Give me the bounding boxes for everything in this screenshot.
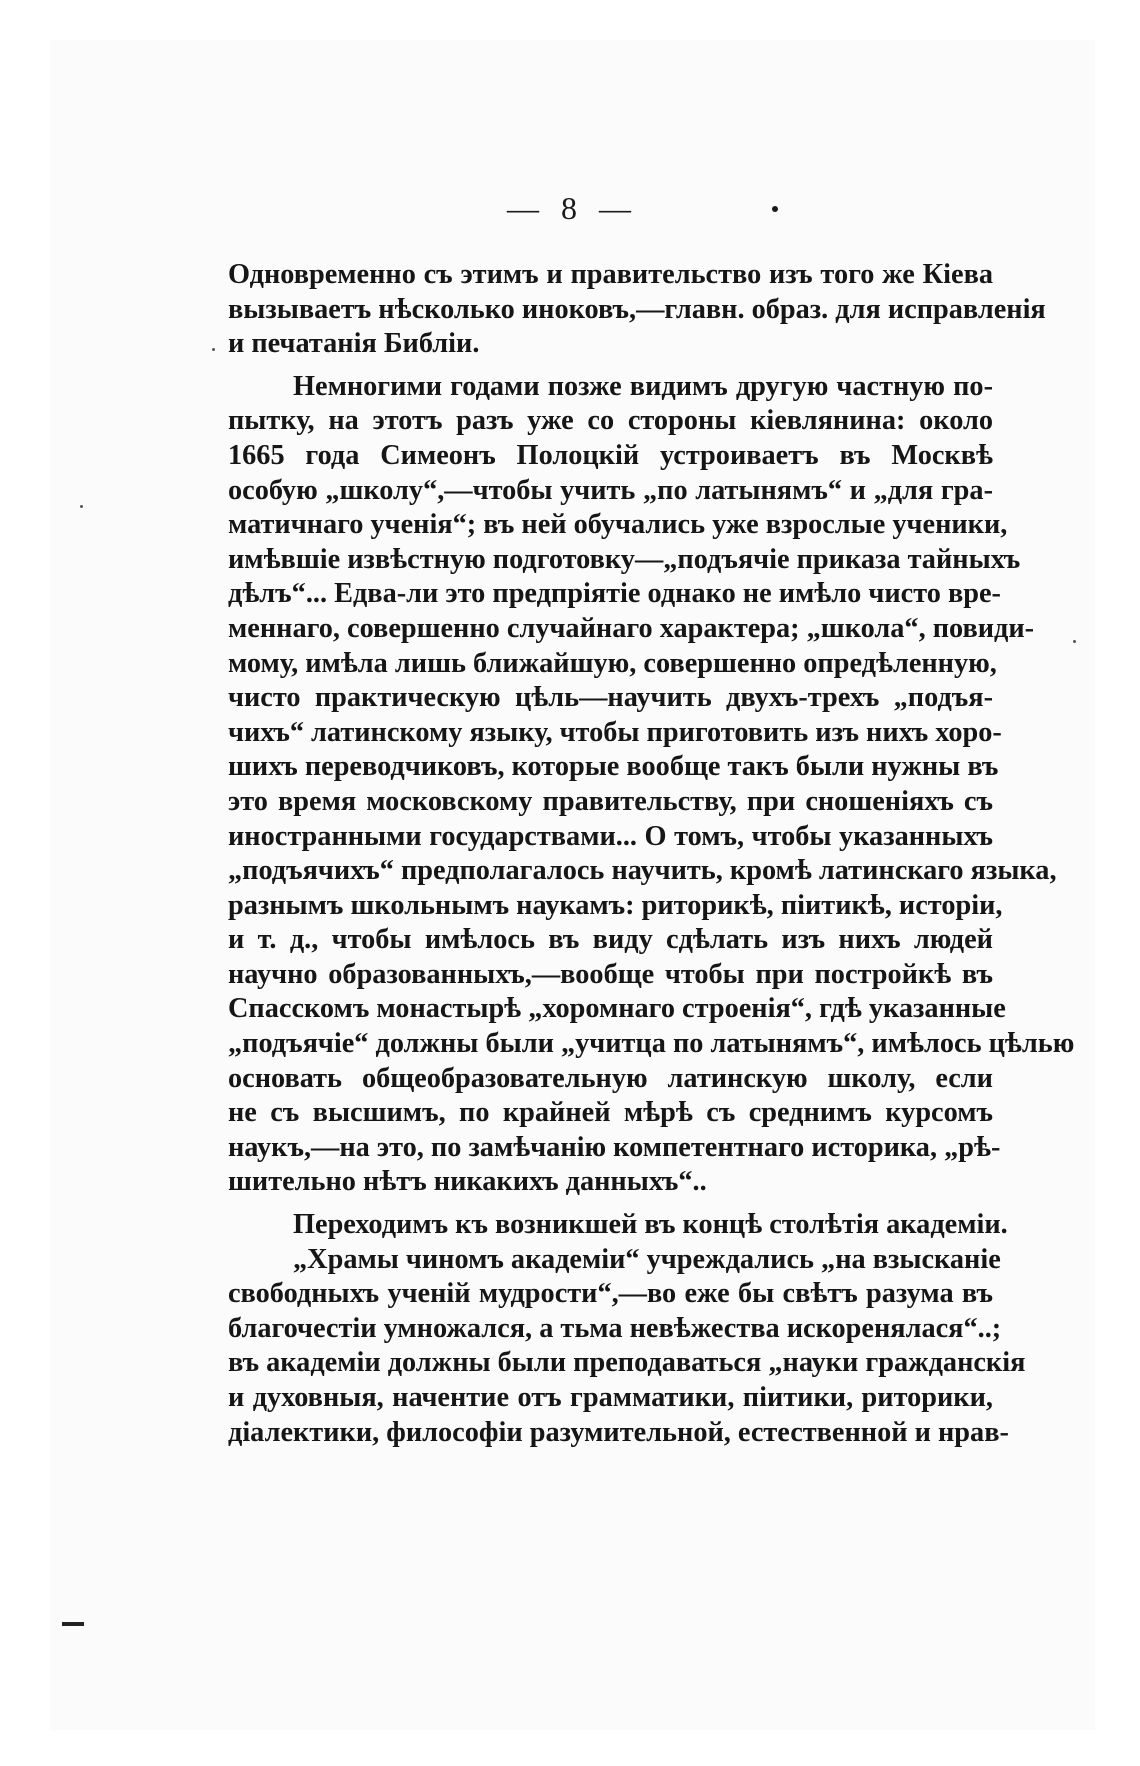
text-line: свободныхъ ученій мудрости“,—во еже бы свѣтъ разума въ (228, 1278, 993, 1310)
scan-speck (212, 348, 215, 351)
text-line: основать общеобразовательную латинскую школу, если (228, 1062, 993, 1094)
text-line: шительно нѣтъ никакихъ данныхъ“.. (228, 1166, 707, 1198)
text-line: „подъячихъ“ предполагалось научить, кромѣ латинскаго языка, (228, 855, 1057, 887)
text-line: 1665 года Симеонъ Полоцкій устроиваетъ въ Москвѣ (228, 439, 993, 471)
text-line: иностранными государствами... О томъ, чтобы указанныхъ (228, 820, 993, 852)
text-line: не съ высшимъ, по крайней мѣрѣ съ среднимъ курсомъ (228, 1097, 993, 1129)
text-line: и т. д., чтобы имѣлось въ виду сдѣлать изъ нихъ людей (228, 924, 993, 956)
text-line: особую „школу“,—чтобы учить „по латынямъ“ и „для гра- (228, 474, 993, 506)
page-number-dash-right: — (599, 190, 633, 226)
page-number (0, 190, 1140, 227)
scan-artifact (62, 1622, 84, 1626)
text-line: научно образованныхъ,—вообще чтобы при постройкѣ въ (228, 958, 993, 990)
text-line: Переходимъ къ возникшей въ концѣ столѣтія академіи. (293, 1209, 1008, 1241)
ink-speck (772, 206, 778, 212)
text-line: разнымъ школьнымъ наукамъ: риторикѣ, піитикѣ, исторіи, (228, 889, 1003, 921)
text-line: и печатанія Библіи. (228, 328, 480, 360)
text-line: наукъ,—на это, по замѣчанію компетентнаго историка, „рѣ- (228, 1131, 1001, 1163)
text-line: имѣвшіе извѣстную подготовку—„подъячіе приказа тайныхъ (228, 543, 1021, 575)
page-number-dash-left: — (507, 190, 541, 226)
text-line: пытку, на этотъ разъ уже со стороны кіевлянина: около (228, 405, 993, 437)
text-line: чисто практическую цѣль—научить двухъ-трехъ „подъя- (228, 682, 993, 714)
text-line: „подъячіе“ должны были „учитца по латынямъ“, имѣлось цѣлью (228, 1028, 1075, 1060)
text-line: меннаго, совершенно случайнаго характера; „школа“, повиди- (228, 612, 1035, 644)
scan-speck (80, 505, 83, 508)
text-line: это время московскому правительству, при сношеніяхъ съ (228, 785, 993, 817)
text-line: благочестіи умножался, а тьма невѣжества искоренялася“..; (228, 1312, 1002, 1344)
text-line: матичнаго ученія“; въ ней обучались уже взрослые ученики, (228, 509, 1008, 541)
text-line: въ академіи должны были преподаваться „науки гражданскія (228, 1347, 1026, 1379)
text-line: Спасскомъ монастырѣ „хоромнаго строенія“, гдѣ указанные (228, 993, 1006, 1025)
text-line: мому, имѣла лишь ближайшую, совершенно опредѣленную, (228, 647, 997, 679)
text-line: шихъ переводчиковъ, которые вообще такъ были нужны въ (228, 751, 999, 783)
page-number-value: 8 (561, 190, 579, 226)
text-line: діалектики, философіи разумительной, естественной и нрав- (228, 1416, 1009, 1448)
text-line: „Храмы чиномъ академіи“ учреждались „на взысканіе (293, 1243, 1001, 1275)
text-line: Одновременно съ этимъ и правительство изъ того же Кіева (228, 259, 993, 290)
text-line: Немногими годами позже видимъ другую частную по- (293, 370, 993, 402)
scan-speck (1073, 640, 1076, 643)
text-line: вызываетъ нѣсколько иноковъ,—главн. образ. для исправленія (228, 293, 1046, 325)
body-text (228, 258, 1075, 1450)
text-line: и духовныя, начентие отъ грамматики, піитики, риторики, (228, 1382, 993, 1413)
text-line: дѣлъ“... Едва-ли это предпріятіе однако не имѣло чисто вре- (228, 578, 1001, 610)
text-line: чихъ“ латинскому языку, чтобы приготовить изъ нихъ хоро- (228, 716, 1002, 748)
